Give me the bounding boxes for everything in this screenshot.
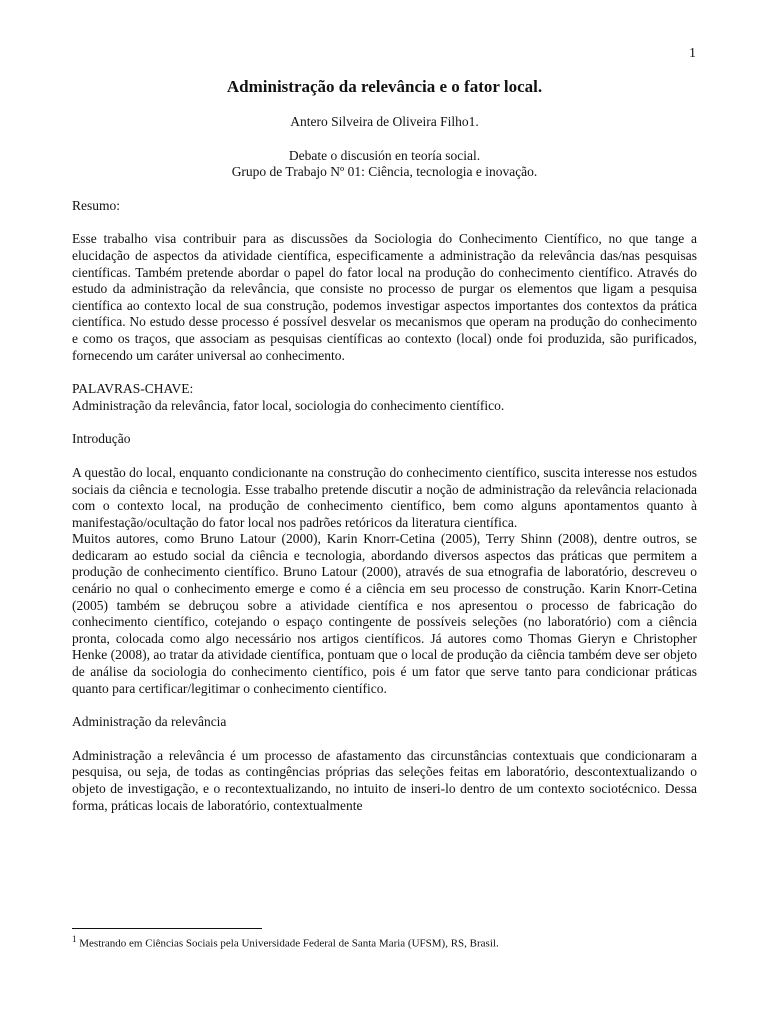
document-title: Administração da relevância e o fator local.	[226, 77, 543, 96]
document-body	[72, 76, 697, 814]
keywords-heading: PALAVRAS-CHAVE:	[72, 381, 194, 397]
introducao-paragraph-2: Muitos autores, como Bruno Latour (2000), Karin Knorr-Cetina (2005), Terry Shinn (2008), dentre outros, se dedicaram ao estudo social da ciência e tecnologia, abordando diversos aspectos das práticas que permitem a produção de conhecimento científico. Bruno Latour (2000), através de sua etnografia de laboratório, descreveu o cenário no qual o conhecimento emerge e como é a ciência em seu processo de construção. Karin Knorr-Cetina (2005) também se debruçou sobre a atividade científica e nos apresentou o processo de fabricação do conhecimento científico, cotejando o espaço contingente de possíveis seleções (no laboratório) com a ciência pronta, colocada como algo necessário nos artigos científicos. Já autores como Thomas Gieryn e Christopher Henke (2008), ao tratar da atividade científica, pontuam que o local de produção da ciência também deve ser objeto de análise da sociologia do conhecimento científico, pois é um fator que serve tanto para condicionar práticas quanto para certificar/legitimar o conhecimento científico.	[72, 531, 697, 696]
keywords-text: Administração da relevância, fator local, sociologia do conhecimento científico.	[72, 397, 505, 413]
introducao-paragraph-1: A questão do local, enquanto condicionante na construção do conhecimento científico, suscita interesse nos estudos sociais da ciência e tecnologia. Esse trabalho pretende discutir a noção de administração da relevância relacionada com o contexto local, na produção de conhecimento científico, bem como alguns apontamentos quanto à manifestação/ocultação do fator local nos padrões retóricos da literatura científica.	[72, 464, 697, 530]
author-line: Antero Silveira de Oliveira Filho1.	[290, 114, 479, 129]
footnote-mark: 1	[72, 934, 77, 944]
event-meta	[72, 148, 697, 181]
introducao-heading: Introdução	[72, 431, 131, 447]
administracao-heading: Administração da relevância	[72, 714, 227, 730]
resumo-heading: Resumo:	[72, 197, 121, 213]
resumo-paragraph: Esse trabalho visa contribuir para as discussões da Sociologia do Conhecimento Científico, no que tange a elucidação de aspectos da atividade científica, especificamente a administração da relevância das/nas pesquisas científicas. Também pretende abordar o papel do fator local na produção do conhecimento científico. Através do estudo da administração da relevância, que consiste no processo de purgar os elementos que ligam a pesquisa científica ao contexto local de sua construção, podemos investigar aspectos importantes dos contextos da prática científica. No estudo desse processo é possível desvelar os mecanismos que operam na produção do conhecimento e como os traços, que associam as pesquisas científicas ao contexto (local) onde foi produzida, são purificados, fornecendo um caráter universal ao conhecimento.	[72, 231, 697, 363]
footnote	[72, 934, 697, 950]
footnote-text: Mestrando em Ciências Sociais pela Universidade Federal de Santa Maria (UFSM), RS, Brasil.	[76, 937, 499, 950]
meta-line-grupo: Grupo de Trabajo Nº 01: Ciência, tecnologia e inovação.	[231, 164, 538, 180]
administracao-paragraph-1: Administração a relevância é um processo de afastamento das circunstâncias contextuais que condicionaram a pesquisa, ou seja, de todas as contingências próprias das seleções feitas em laboratório, descontextualizando o objeto de investigação, e o recontextualizando, no intuito de inseri-lo dentro de um contexto sociotécnico. Dessa forma, práticas locais de laboratório, contextualmente	[72, 747, 697, 813]
page-number: 1	[689, 46, 696, 61]
footnote-divider	[72, 928, 262, 929]
meta-line-debate: Debate o discusión en teoría social.	[288, 147, 481, 163]
